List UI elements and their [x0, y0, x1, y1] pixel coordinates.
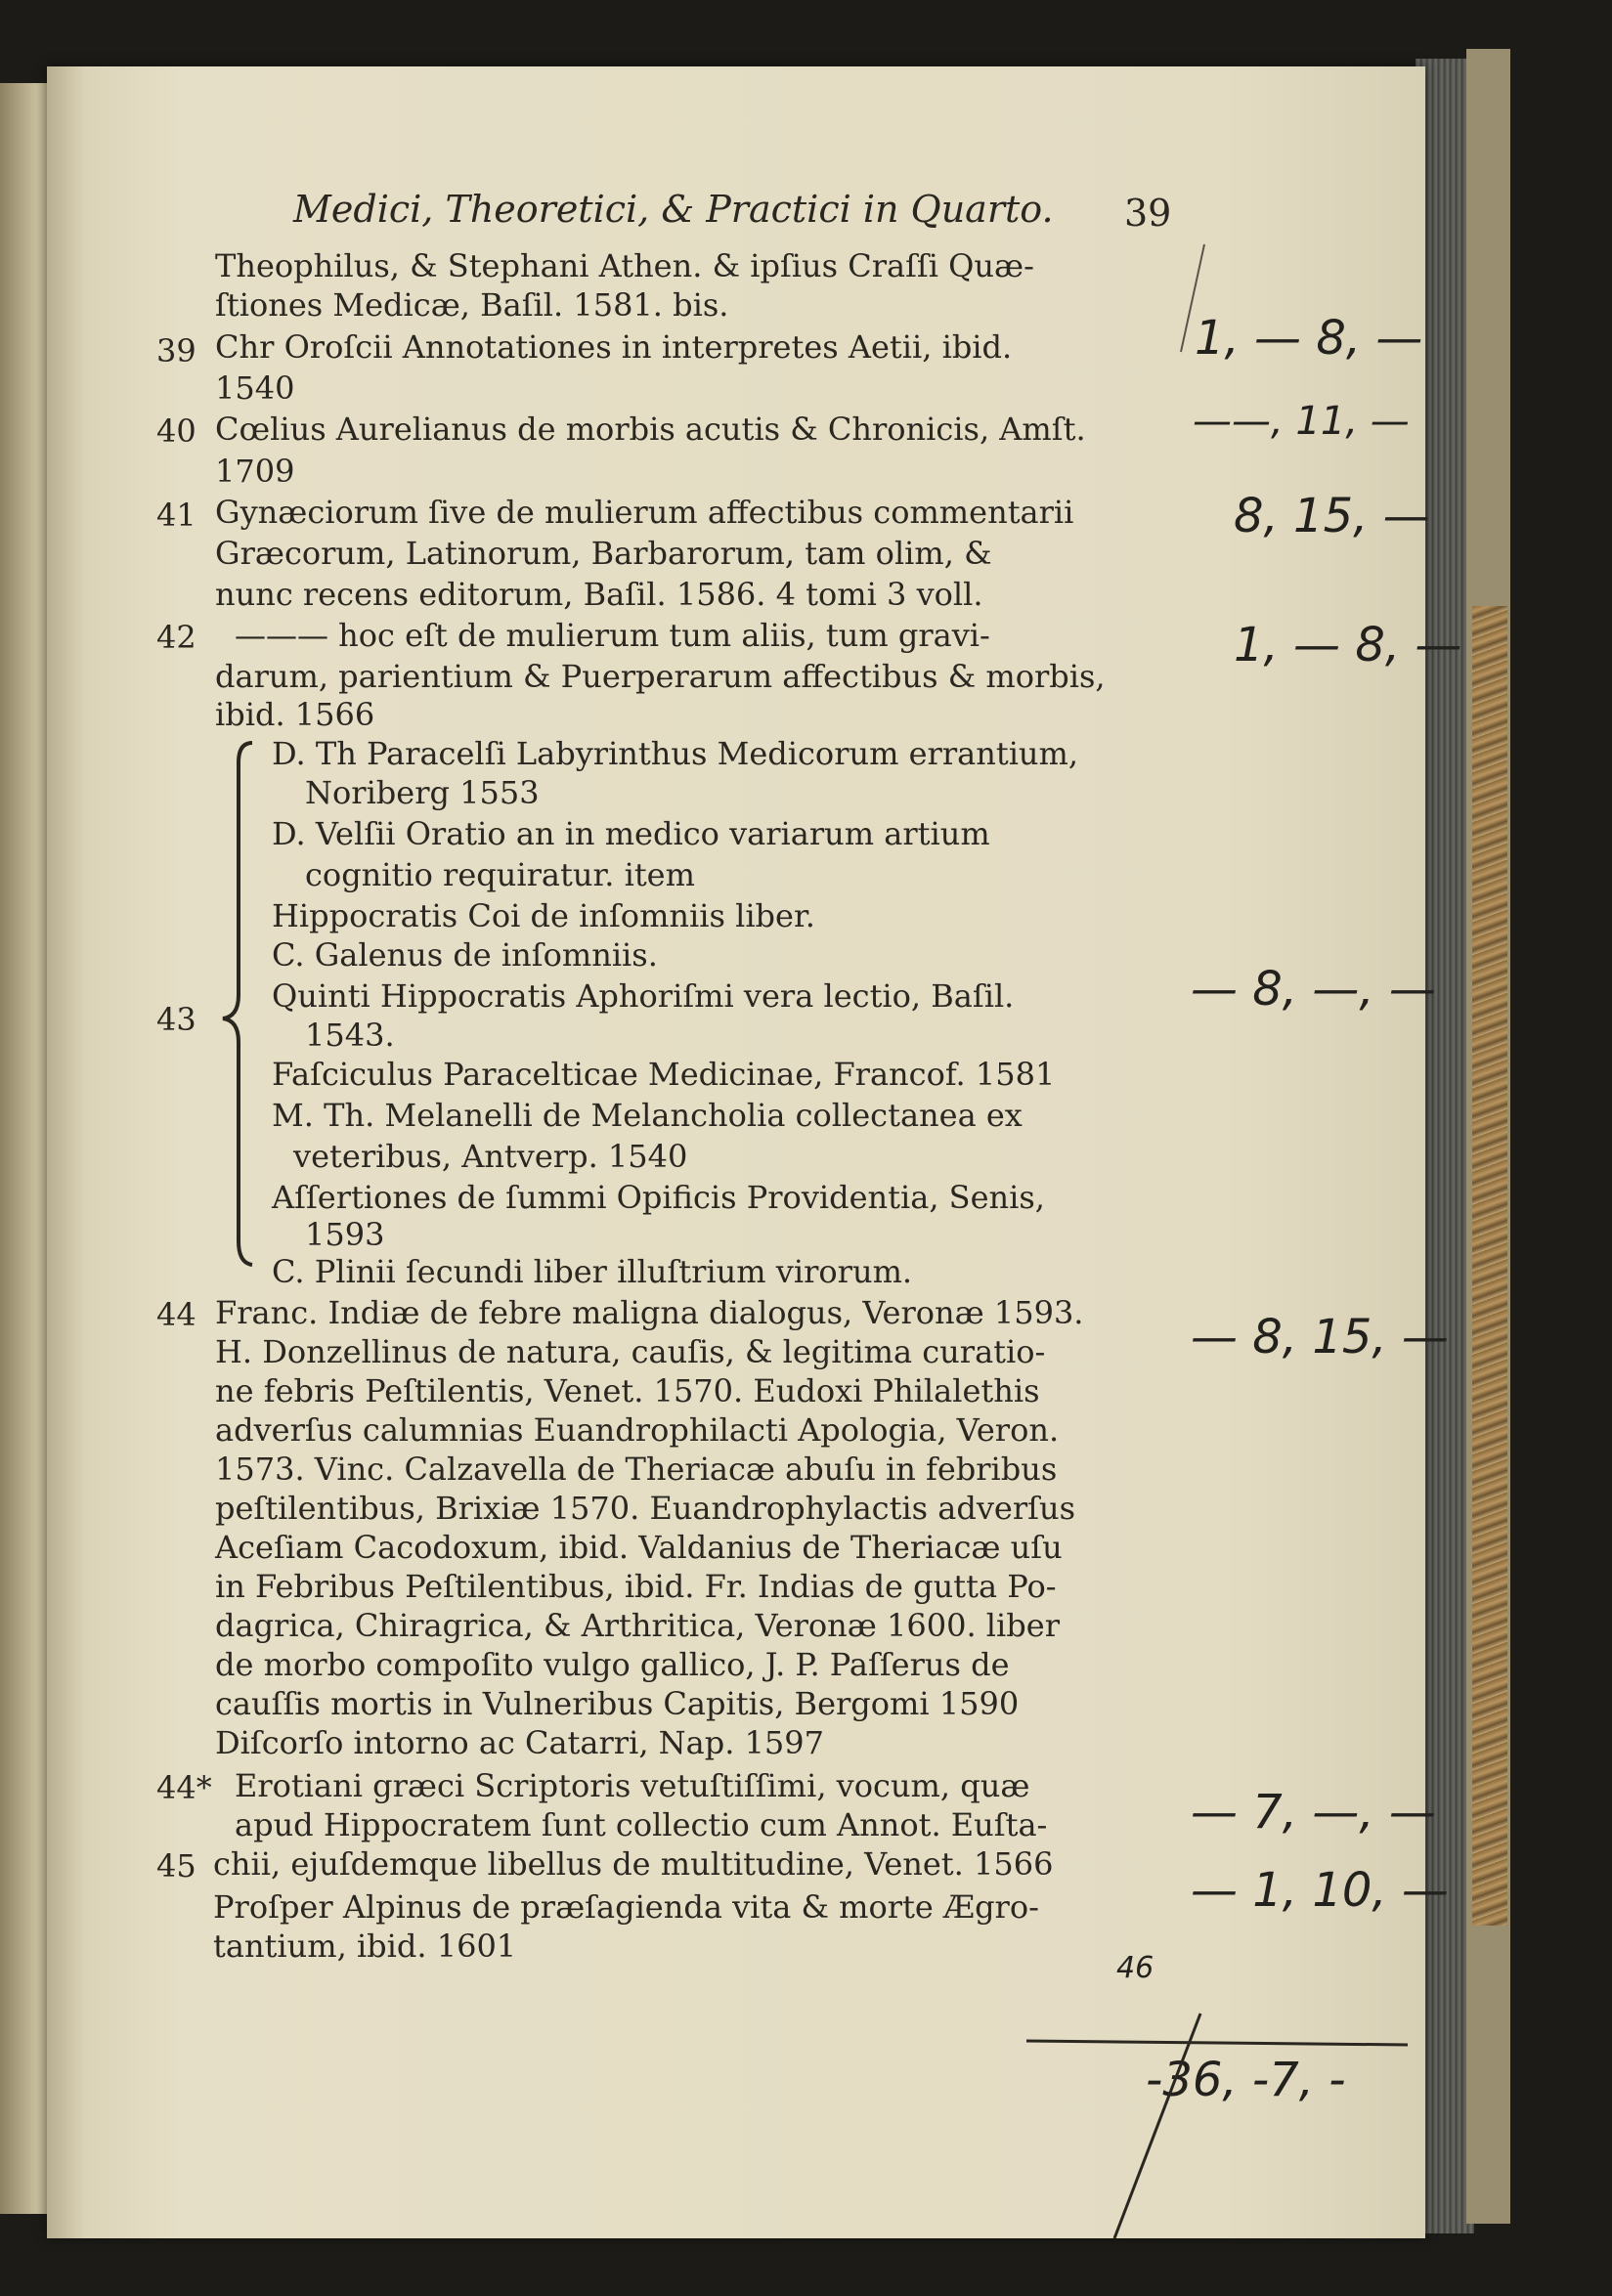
total-rule	[1026, 2041, 1408, 2045]
text-line: Cœlius Aurelianus de morbis acutis & Chronicis, Amſt.	[215, 411, 1086, 448]
text-line: Aceſiam Cacodoxum, ibid. Valdanius de Theriacæ uſu	[215, 1529, 1063, 1566]
text-line: ſtiones Medicæ, Baſil. 1581. bis.	[215, 286, 729, 324]
text-line: in Febribus Peſtilentibus, ibid. Fr. Indias de gutta Po-	[215, 1568, 1057, 1605]
text-line: Proſper Alpinus de præſagienda vita & morte Ægro-	[213, 1888, 1039, 1926]
text-line: C. Galenus de inſomniis.	[272, 936, 658, 974]
handwritten-tally: 46	[1116, 1951, 1155, 1985]
entry-number: 41	[156, 497, 196, 534]
text-line: tantium, ibid. 1601	[213, 1928, 517, 1965]
text-line: H. Donzellinus de natura, cauſis, & legitima curatio-	[215, 1333, 1046, 1370]
text-line: Quinti Hippocratis Aphoriſmi vera lectio, Baſil.	[272, 977, 1015, 1015]
entry-number: 42	[156, 619, 196, 656]
text-line: D. Th Paracelſi Labyrinthus Medicorum errantium,	[272, 735, 1079, 772]
text-line: Hippocratis Coi de inſomniis liber.	[272, 897, 815, 934]
entry-number: 44	[156, 1296, 196, 1333]
text-line: de morbo compoſito vulgo gallico, J. P. Paſſerus de	[215, 1646, 1010, 1683]
pen-slash	[1114, 2014, 1200, 2238]
text-line: veteribus, Antverp. 1540	[293, 1138, 688, 1175]
text-line: Theophilus, & Stephani Athen. & ipſius Craſſi Quæ-	[215, 247, 1034, 284]
running-header: Medici, Theoretici, & Practici in Quarto.	[293, 188, 1054, 231]
handwritten-price: — 7, —, —	[1191, 1785, 1436, 1840]
text-line: darum, parientium & Puerperarum affectibus & morbis,	[215, 658, 1106, 695]
text-line: Gynæciorum ſive de mulierum affectibus commentarii	[215, 494, 1074, 531]
handwritten-price: ——, 11, —	[1193, 399, 1410, 444]
text-line: Faſciculus Paracelticae Medicinae, Francof. 1581	[272, 1056, 1056, 1093]
text-line: cognitio requiratur. item	[305, 856, 695, 893]
text-line: Chr Oroſcii Annotationes in interpretes Aetii, ibid.	[215, 328, 1013, 366]
text-line: Diſcorſo intorno ac Catarri, Nap. 1597	[215, 1724, 824, 1761]
handwritten-price: — 1, 10, —	[1191, 1863, 1449, 1918]
handwritten-price: 1, — 8, —	[1234, 618, 1462, 672]
text-line: peſtilentibus, Brixiæ 1570. Euandrophylactis adverſus	[215, 1490, 1075, 1527]
text-line: Aſſertiones de ſummi Opificis Providentia, Senis,	[272, 1179, 1045, 1216]
text-line: 1573. Vinc. Calzavella de Theriacæ abuſu in febribus	[215, 1451, 1058, 1488]
text-line: 1593	[305, 1216, 385, 1253]
handwritten-price: 1, — 8, —	[1195, 311, 1423, 366]
entry-number: 39	[156, 332, 196, 369]
text-line: Franc. Indiæ de febre maligna dialogus, Veronæ 1593.	[215, 1294, 1084, 1331]
text-line: dagrica, Chiragrica, & Arthritica, Veronæ 1600. liber	[215, 1607, 1060, 1644]
text-line: adverſus calumnias Euandrophilacti Apologia, Veron.	[215, 1411, 1060, 1449]
text-line: ——— hoc eſt de mulierum tum aliis, tum gravi-	[235, 617, 990, 654]
handwritten-price: — 8, 15, —	[1191, 1310, 1449, 1365]
text-line: nunc recens editorum, Baſil. 1586. 4 tomi 3 voll.	[215, 576, 983, 613]
text-line: 1543.	[305, 1017, 395, 1054]
text-line: Erotiani græci Scriptoris vetuſtiſſimi, vocum, quæ	[235, 1767, 1030, 1804]
text-line: M. Th. Melanelli de Melancholia collectanea ex	[272, 1097, 1023, 1134]
entry-number: 43	[156, 1001, 196, 1038]
text-line: ibid. 1566	[215, 696, 375, 733]
page-number: 39	[1124, 192, 1172, 235]
text-line: chii, ejuſdemque libellus de multitudine, Venet. 1566	[213, 1845, 1054, 1883]
text-line: apud Hippocratem ſunt collectio cum Annot. Euſta-	[235, 1806, 1048, 1843]
text-line: cauſſis mortis in Vulneribus Capitis, Bergomi 1590	[215, 1685, 1020, 1722]
pencil-stroke	[1181, 244, 1204, 352]
entry-number: 45	[156, 1847, 196, 1884]
text-line: D. Velſii Oratio an in medico variarum artium	[272, 815, 990, 852]
handwritten-price: 8, 15, —	[1234, 489, 1430, 543]
text-line: ne febris Peſtilentis, Venet. 1570. Eudoxi Philalethis	[215, 1372, 1040, 1409]
text-line: 1709	[215, 453, 295, 490]
entry-number: 40	[156, 412, 196, 450]
text-line: Noriberg 1553	[305, 774, 540, 811]
entry-number: 44*	[156, 1769, 212, 1806]
text-line: C. Plinii ſecundi liber illuſtrium virorum.	[272, 1253, 913, 1290]
entry-brace	[223, 743, 252, 1265]
text-line: Græcorum, Latinorum, Barbarorum, tam olim, &	[215, 535, 992, 572]
text-line: 1540	[215, 369, 295, 407]
handwritten-total: -36, -7, -	[1146, 2053, 1346, 2107]
handwritten-price: — 8, —, —	[1191, 962, 1436, 1017]
